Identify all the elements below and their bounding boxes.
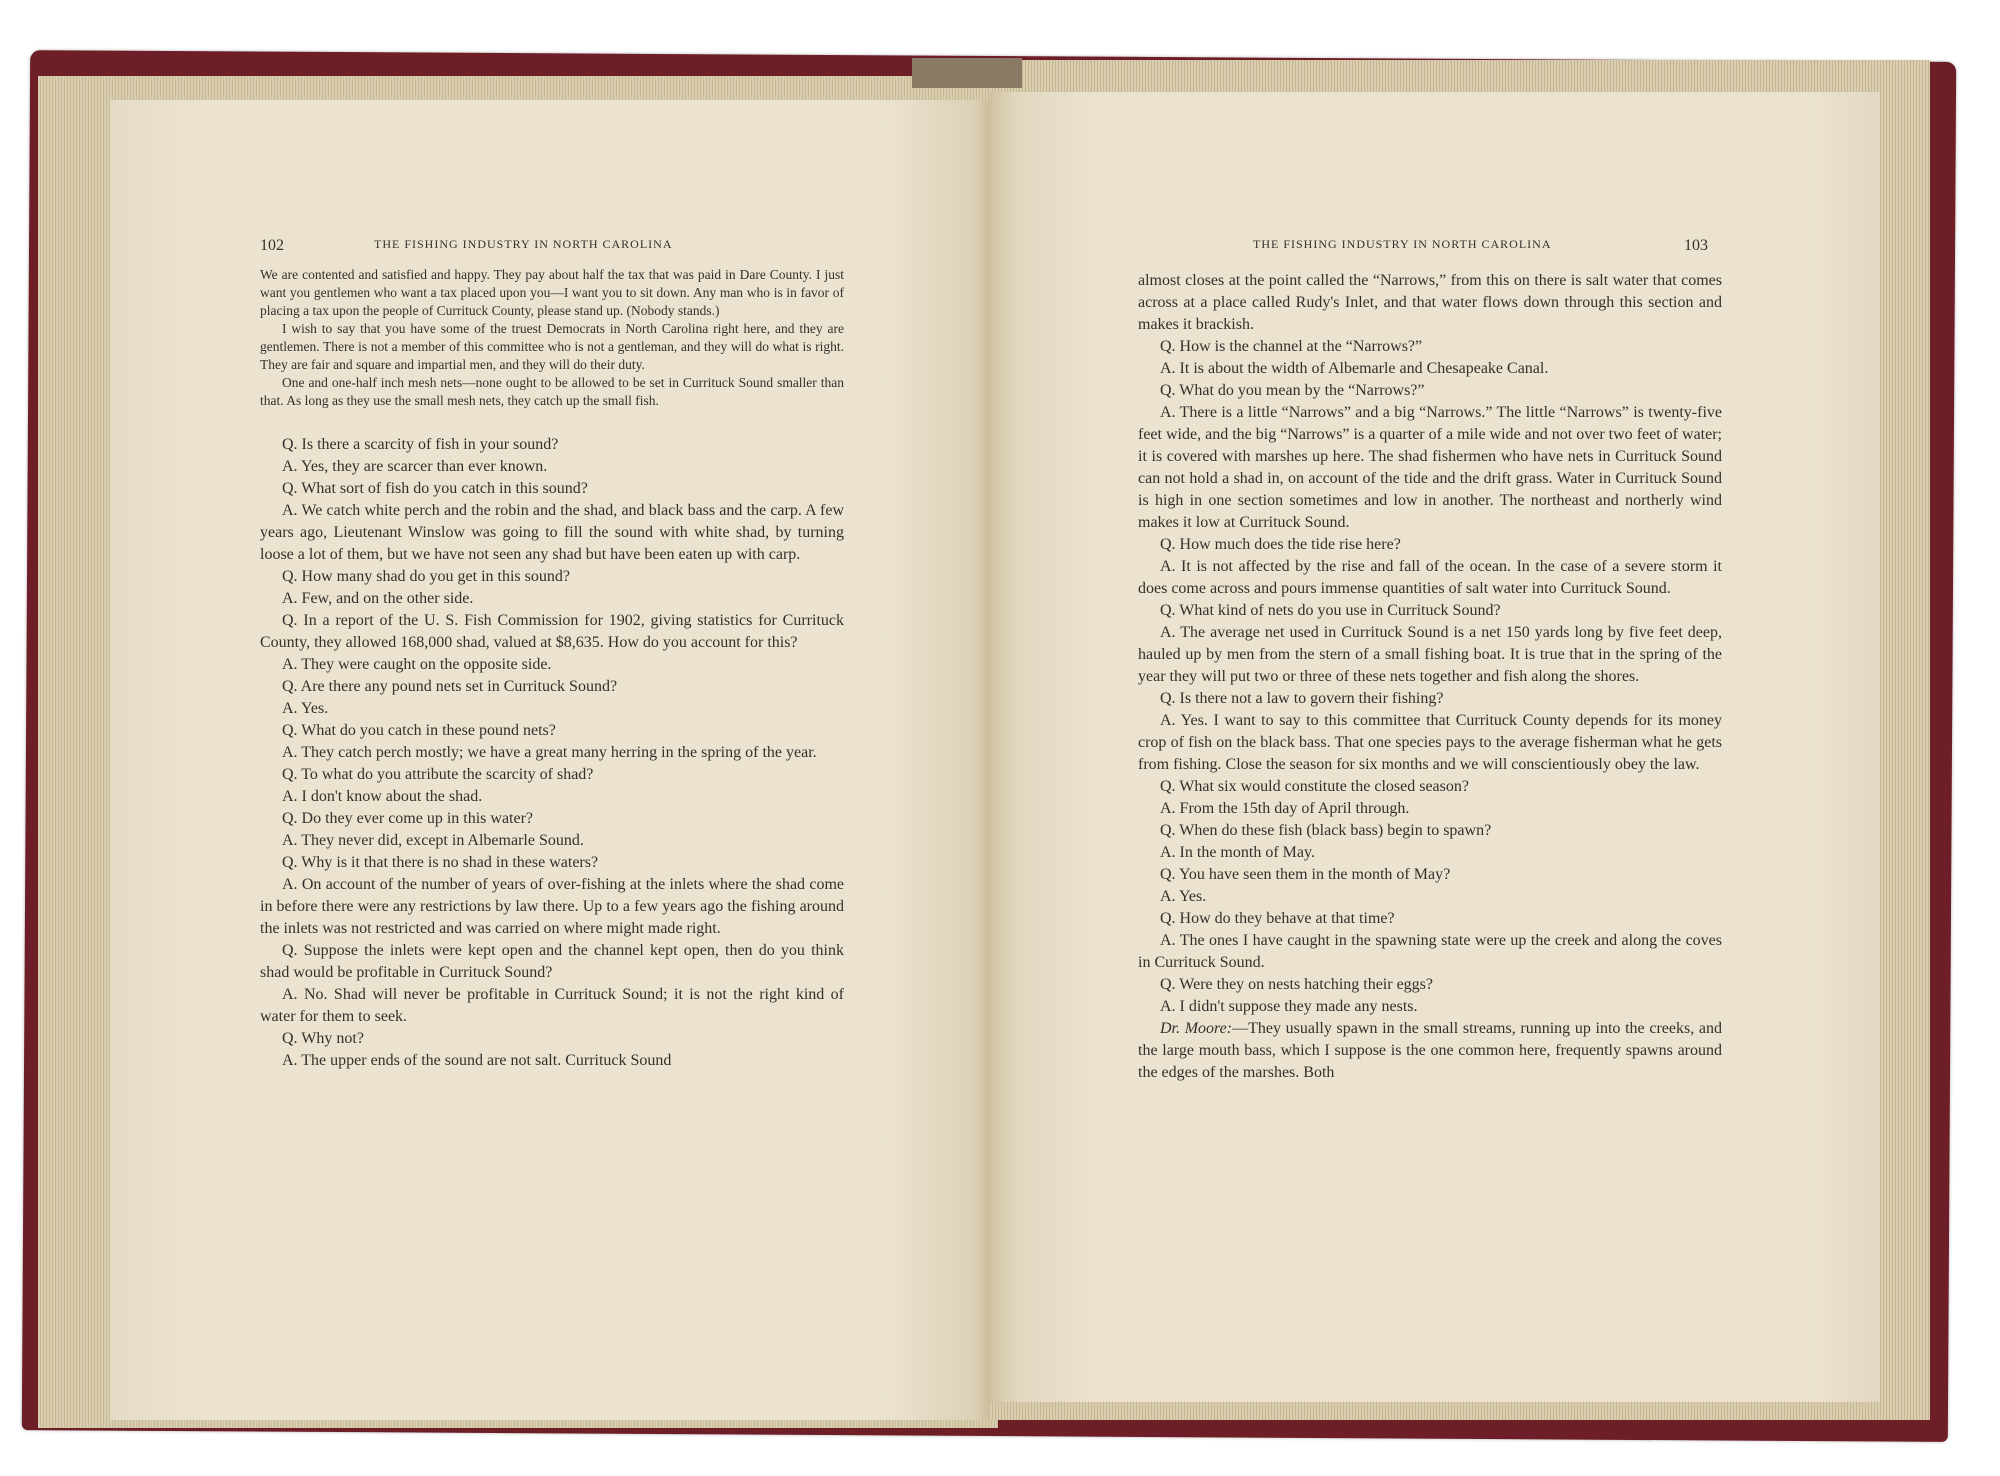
paragraph: Q. How do they behave at that time? xyxy=(1160,910,1395,927)
speaker-name: Dr. Moore: xyxy=(1160,1020,1233,1037)
paragraph: Q. How many shad do you get in this sound? xyxy=(282,568,570,585)
small-paragraph: One and one-half inch mesh nets—none ought to be allowed to be set in Currituck Sound smaller than that. As long as they use the small mesh nets, they catch up the small fish. xyxy=(260,375,844,408)
left-page-header xyxy=(260,237,284,257)
paragraph: Q. What six would constitute the closed season? xyxy=(1160,778,1469,795)
paragraph: Q. Is there a scarcity of fish in your sound? xyxy=(282,436,559,453)
paragraph: Q. Why not? xyxy=(282,1030,364,1047)
right-page-text xyxy=(1138,270,1722,1084)
paragraph: Q. To what do you attribute the scarcity of shad? xyxy=(282,766,594,783)
paragraph: A. The ones I have caught in the spawning state were up the creek and along the coves in Currituck Sound. xyxy=(1138,932,1722,971)
paragraph: A. In the month of May. xyxy=(1160,844,1315,861)
left-page-text xyxy=(260,266,844,1072)
small-paragraph: I wish to say that you have some of the truest Democrats in North Carolina right here, and they are gentlemen. There is not a member of this committee who is not a gentleman, and they will do what is right. They are fair and square and impartial men, and they will do their duty. xyxy=(260,321,844,372)
right-page-number: 103 xyxy=(1684,237,1708,254)
paragraph: A. The upper ends of the sound are not salt. Currituck Sound xyxy=(282,1052,672,1069)
paragraph: Q. You have seen them in the month of May? xyxy=(1160,866,1451,883)
paragraph: A. They never did, except in Albemarle Sound. xyxy=(282,832,584,849)
paragraph: Q. What do you mean by the “Narrows?” xyxy=(1160,382,1425,399)
left-page-number: 102 xyxy=(260,237,284,254)
paragraph: A. I didn't suppose they made any nests. xyxy=(1160,998,1418,1015)
paragraph: A. We catch white perch and the robin and the shad, and black bass and the carp. A few years ago, Lieutenant Winslow was going to fill the sound with white shad, by turning loose a lot of them, but we have not seen any shad but have been eaten up with carp. xyxy=(260,502,844,563)
right-running-head: THE FISHING INDUSTRY IN NORTH CAROLINA xyxy=(1253,237,1552,251)
paragraph: A. Yes, they are scarcer than ever known. xyxy=(282,458,548,475)
small-paragraph: We are contented and satisfied and happy. They pay about half the tax that was paid in Dare County. I just want you gentlemen who want a tax placed upon you—I want you to sit down. Any man who is in favor of placing a tax upon the people of Currituck County, please stand up. (Nobody stands.) xyxy=(260,267,844,318)
right-page-header xyxy=(1684,237,1708,257)
speaker-paragraph xyxy=(1138,1018,1722,1084)
paragraph: Q. How is the channel at the “Narrows?” xyxy=(1160,338,1423,355)
paragraph: Q. What kind of nets do you use in Currituck Sound? xyxy=(1160,602,1501,619)
paragraph: Q. Do they ever come up in this water? xyxy=(282,810,534,827)
paragraph: Q. What do you catch in these pound nets? xyxy=(282,722,556,739)
paragraph: Q. Suppose the inlets were kept open and the channel kept open, then do you think shad would be profitable in Currituck Sound? xyxy=(260,942,844,981)
speaker-text: —They usually spawn in the small streams, running up into the creeks, and the large mouth bass, which I suppose is the one common here, frequently spawns around the edges of the marshes. Both xyxy=(1138,1020,1722,1081)
paragraph: A. From the 15th day of April through. xyxy=(1160,800,1410,817)
small-type-block xyxy=(260,266,844,410)
paragraph: A. Yes. I want to say to this committee that Currituck County depends for its money crop of fish on the black bass. That one species pays to the average fisherman what he gets from fishing. Close the season for six months and we will conscientiously obey the law. xyxy=(1138,712,1722,773)
paragraph: almost closes at the point called the “Narrows,” from this on there is salt water that comes across at a place called Rudy's Inlet, and that water flows down through this section and makes it brackish. xyxy=(1138,272,1722,333)
paragraph: A. Yes. xyxy=(282,700,329,717)
paragraph: Q. How much does the tide rise here? xyxy=(1160,536,1401,553)
paragraph: A. On account of the number of years of over-fishing at the inlets where the shad come in before there were any restrictions by law there. Up to a few years ago the fishing around the inlets was not restricted and was carried on where might made right. xyxy=(260,876,844,937)
left-running-head: THE FISHING INDUSTRY IN NORTH CAROLINA xyxy=(374,237,673,251)
book-spine xyxy=(912,58,1022,88)
paragraph: Q. When do these fish (black bass) begin to spawn? xyxy=(1160,822,1492,839)
paragraph: A. It is not affected by the rise and fall of the ocean. In the case of a severe storm it does come across and pours immense quantities of salt water into Currituck Sound. xyxy=(1138,558,1722,597)
paragraph: Q. In a report of the U. S. Fish Commission for 1902, giving statistics for Currituck County, they allowed 168,000 shad, valued at $8,635. How do you account for this? xyxy=(260,612,844,651)
paragraph: A. They were caught on the opposite side. xyxy=(282,656,552,673)
paragraph: Q. What sort of fish do you catch in this sound? xyxy=(282,480,588,497)
paragraph: A. Few, and on the other side. xyxy=(282,590,474,607)
paragraph: A. They catch perch mostly; we have a great many herring in the spring of the year. xyxy=(282,744,817,761)
paragraph: Q. Why is it that there is no shad in these waters? xyxy=(282,854,599,871)
paragraph: Q. Were they on nests hatching their eggs? xyxy=(1160,976,1434,993)
paragraph: A. The average net used in Currituck Sound is a net 150 yards long by five feet deep, hauled up by men from the stern of a small fishing boat. It is true that in the spring of the year they will put two or three of these nets together and fish along the shores. xyxy=(1138,624,1722,685)
paragraph: A. I don't know about the shad. xyxy=(282,788,483,805)
paragraph: A. No. Shad will never be profitable in Currituck Sound; it is not the right kind of water for them to seek. xyxy=(260,986,844,1025)
paragraph: Q. Are there any pound nets set in Currituck Sound? xyxy=(282,678,618,695)
paragraph: A. It is about the width of Albemarle and Chesapeake Canal. xyxy=(1160,360,1549,377)
paragraph: A. There is a little “Narrows” and a big “Narrows.” The little “Narrows” is twenty-five feet wide, and the big “Narrows” is a quarter of a mile wide and not over two feet of water; it is covered with marshes up here. The shad fishermen who have nets in Currituck Sound can not hold a shad in, on account of the tide and the drift grass. Water in Currituck Sound is high in one section sometimes and low in another. The northeast and northerly wind makes it low at Currituck Sound. xyxy=(1138,404,1722,531)
paragraph: A. Yes. xyxy=(1160,888,1207,905)
paragraph: Q. Is there not a law to govern their fishing? xyxy=(1160,690,1444,707)
